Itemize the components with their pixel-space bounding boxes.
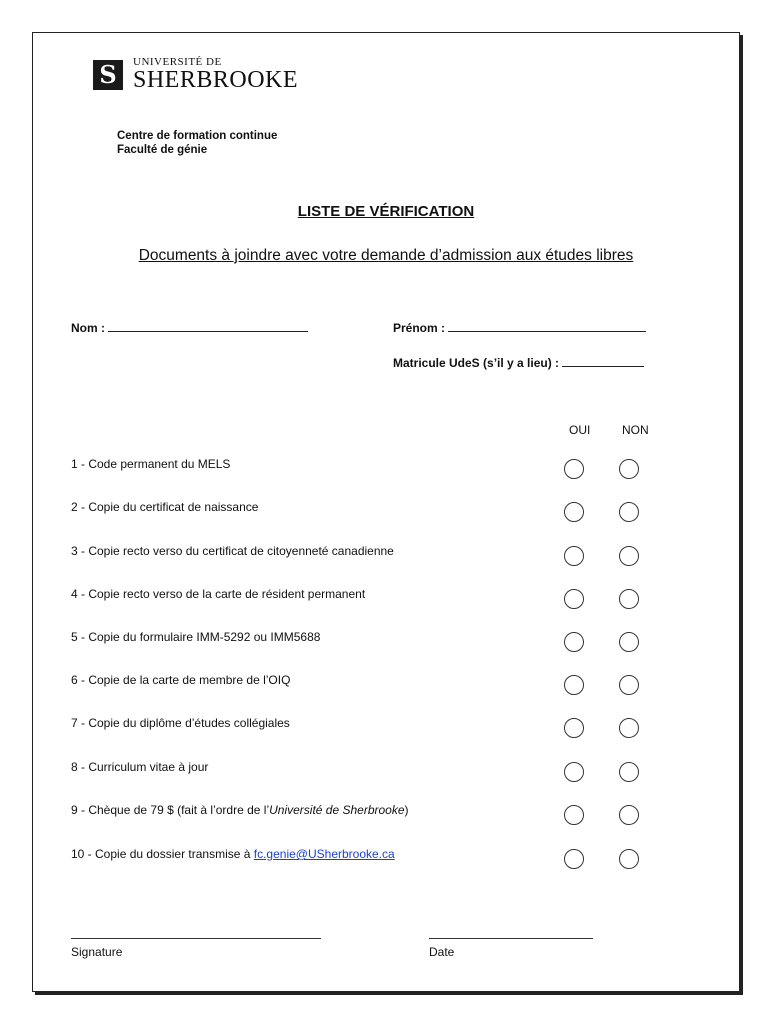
page-subtitle: Documents à joindre avec votre demande d’admission aux études libres [138,247,634,264]
non-radio-7[interactable] [619,718,639,738]
prenom-field[interactable] [393,320,646,335]
logo-prefix: UNIVERSITÉ DE [133,56,222,68]
matricule-field[interactable] [393,355,644,370]
faculty-name: Faculté de génie [117,144,208,156]
non-radio-2[interactable] [619,502,639,522]
oui-radio-7[interactable] [564,718,584,738]
oui-radio-10[interactable] [564,849,584,869]
oui-header: OUI [569,423,591,437]
logo-text [133,57,298,92]
checklist-item-4: 4 - Copie recto verso de la carte de résident permanent [71,587,366,601]
matricule-label: Matricule UdeS (s’il y a lieu) : [393,356,560,370]
prenom-line[interactable] [448,320,646,332]
date-label: Date [429,945,455,959]
logo-mark: S [93,60,123,90]
nom-field[interactable] [71,320,308,335]
signature-line[interactable] [71,938,321,939]
checklist-item-7: 7 - Copie du diplôme d’études collégiales [71,716,290,730]
item-9-italic: Université de Sherbrooke [269,803,405,817]
item-10-text: 10 - Copie du dossier transmise à [71,847,254,861]
non-header: NON [622,423,649,437]
nom-line[interactable] [108,320,308,332]
signature-label: Signature [71,945,123,959]
email-link[interactable]: fc.genie@USherbrooke.ca [253,847,395,861]
matricule-line[interactable] [562,355,644,367]
item-9-end: ) [404,803,409,817]
checklist-item-3: 3 - Copie recto verso du certificat de citoyenneté canadienne [71,544,394,558]
page-title: LISTE DE VÉRIFICATION [297,203,475,220]
oui-radio-6[interactable] [564,675,584,695]
university-logo [93,57,298,92]
non-radio-9[interactable] [619,805,639,825]
non-radio-4[interactable] [619,589,639,609]
non-radio-3[interactable] [619,546,639,566]
non-radio-10[interactable] [619,849,639,869]
nom-label: Nom : [71,321,105,335]
oui-radio-5[interactable] [564,632,584,652]
centre-name: Centre de formation continue [117,130,278,142]
logo-name: SHERBROOKE [133,67,299,93]
oui-radio-4[interactable] [564,589,584,609]
checklist-item-5: 5 - Copie du formulaire IMM-5292 ou IMM5688 [71,630,321,644]
non-radio-5[interactable] [619,632,639,652]
non-radio-6[interactable] [619,675,639,695]
checklist-item-1: 1 - Code permanent du MELS [71,457,231,471]
checklist-item-2: 2 - Copie du certificat de naissance [71,500,259,514]
oui-radio-1[interactable] [564,459,584,479]
item-9-text: 9 - Chèque de 79 $ (fait à l’ordre de l’ [71,803,270,817]
non-radio-8[interactable] [619,762,639,782]
oui-radio-2[interactable] [564,502,584,522]
checklist-item-10 [71,847,395,861]
date-line[interactable] [429,938,593,939]
checklist-item-8: 8 - Curriculum vitae à jour [71,760,209,774]
oui-radio-9[interactable] [564,805,584,825]
department-info [117,129,277,157]
checklist-item-9 [71,803,409,817]
prenom-label: Prénom : [393,321,446,335]
oui-radio-3[interactable] [564,546,584,566]
form-page [32,32,740,992]
non-radio-1[interactable] [619,459,639,479]
oui-radio-8[interactable] [564,762,584,782]
checklist-item-6: 6 - Copie de la carte de membre de l’OIQ [71,673,291,687]
